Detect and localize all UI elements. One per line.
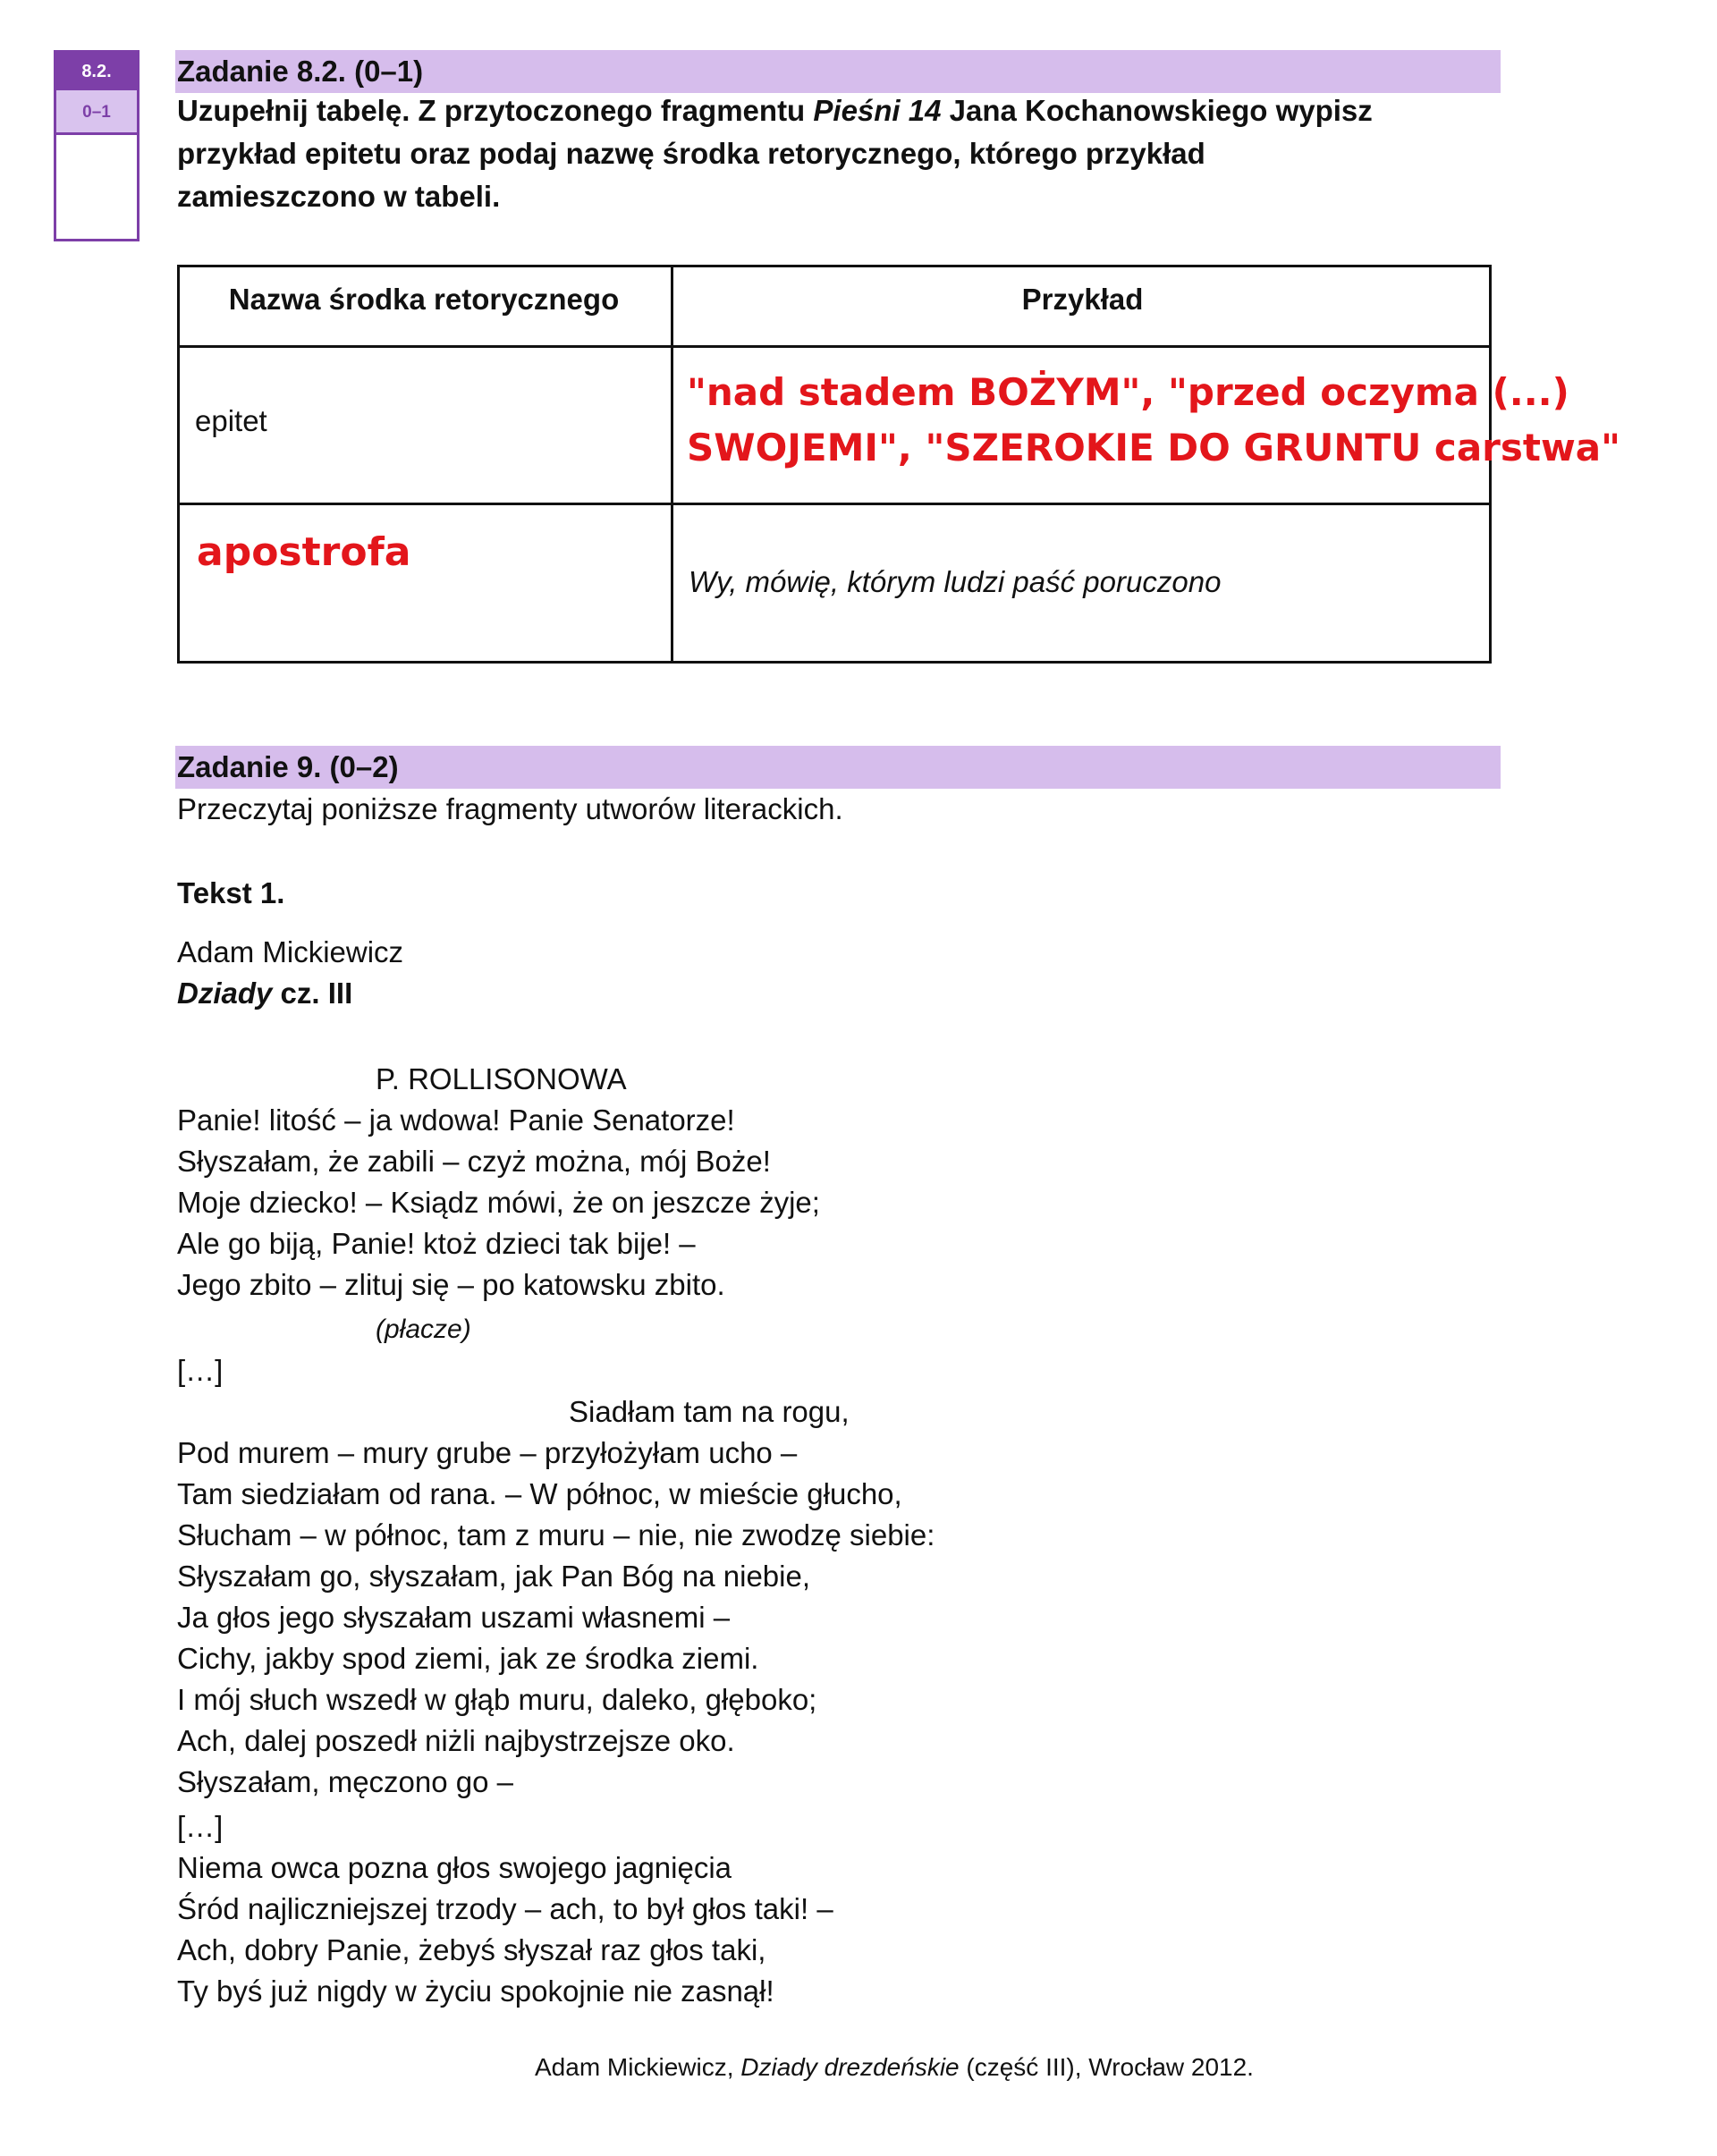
table-row-divider (177, 345, 1492, 348)
poem-line: Śród najliczniejszej trzody – ach, to był głos taki! – (177, 1892, 833, 1925)
poem-line: I mój słuch wszedł w głąb muru, daleko, głęboko; (177, 1683, 817, 1716)
table-row-divider (177, 503, 1492, 505)
source-rest: (część III), Wrocław 2012. (959, 2053, 1254, 2081)
stage-direction: (płacze) (376, 1315, 471, 1344)
work-title (177, 973, 352, 1014)
poem-line: Jego zbito – zlituj się – po katowsku zbito. (177, 1268, 725, 1301)
poem-line: Słyszałam, że zabili – czyż można, mój Boże! (177, 1145, 771, 1178)
handwritten-answer-epitet[interactable] (687, 365, 1620, 476)
poem-speaker: P. ROLLISONOWA (376, 1062, 627, 1095)
task-8-2-instruction (177, 89, 1518, 218)
poem-lines-b (177, 1433, 935, 1803)
instruction-part: Uzupełnij tabelę. Z przytoczonego fragmentu (177, 94, 814, 127)
table-header-example: Przykład (1021, 283, 1144, 316)
author: Adam Mickiewicz (177, 935, 404, 968)
source-title: Dziady drezdeńskie (740, 2053, 960, 2081)
poem-line: Słucham – w północ, tam z muru – nie, nie zwodzę siebie: (177, 1518, 935, 1551)
instruction-title: Pieśni 14 (813, 94, 942, 127)
instruction-line: zamieszczono w tabeli. (177, 180, 501, 213)
poem-line: Ty byś już nigdy w życiu spokojnie nie zasnął! (177, 1974, 774, 2008)
table-header-name: Nazwa środka retorycznego (228, 283, 620, 316)
poem-lines-c (177, 1847, 833, 2012)
score-range: 0–1 (56, 90, 137, 135)
instruction-part: Jana Kochanowskiego wypisz (941, 94, 1373, 127)
poem-line: Ach, dalej poszedł niżli najbystrzejsze oko. (177, 1724, 735, 1757)
task-9-header: Zadanie 9. (0–2) (175, 746, 1501, 789)
source-author: Adam Mickiewicz, (535, 2053, 741, 2081)
poem-line: Słyszałam, męczono go – (177, 1765, 514, 1798)
poem-line: Ach, dobry Panie, żebyś słyszał raz głos taki, (177, 1933, 766, 1966)
table-cell-epitet: epitet (195, 404, 267, 437)
instruction-line: przykład epitetu oraz podaj nazwę środka retorycznego, którego przykład (177, 137, 1205, 170)
source-citation (535, 2053, 1254, 2082)
poem-ellipsis: […] (177, 1810, 224, 1843)
text-label: Tekst 1. (177, 876, 285, 909)
task-9-intro: Przeczytaj poniższe fragmenty utworów literackich. (177, 792, 843, 825)
poem-line: Ja głos jego słyszałam uszami własnemi – (177, 1601, 731, 1634)
handwritten-answer-apostrofa[interactable]: apostrofa (197, 529, 411, 575)
poem-lines-a (177, 1100, 820, 1306)
table-cell-example-quote: Wy, mówię, którym ludzi paść poruczono (689, 565, 1222, 598)
task-8-2-header: Zadanie 8.2. (0–1) (175, 50, 1501, 93)
answer-line: SWOJEMI", "SZEROKIE DO GRUNTU carstwa" (687, 426, 1620, 469)
answer-line: "nad stadem BOŻYM", "przed oczyma (...) (687, 370, 1569, 414)
work-title-italic: Dziady (177, 977, 273, 1010)
poem-line: Cichy, jakby spod ziemi, jak ze środka ziemi. (177, 1642, 759, 1675)
poem-line: Słyszałam go, słyszałam, jak Pan Bóg na niebie, (177, 1560, 811, 1593)
poem-line: Moje dziecko! – Ksiądz mówi, że on jeszcze żyje; (177, 1186, 820, 1219)
score-box (54, 50, 140, 241)
poem-ellipsis: […] (177, 1354, 224, 1387)
poem-line: Ale go biją, Panie! ktoż dzieci tak bije! – (177, 1227, 696, 1260)
table-column-divider (671, 265, 673, 664)
work-part: cz. III (272, 977, 353, 1010)
poem-line: Pod murem – mury grube – przyłożyłam ucho – (177, 1436, 798, 1469)
poem-line: Panie! litość – ja wdowa! Panie Senatorze! (177, 1103, 735, 1137)
poem-line: Niema owca pozna głos swojego jagnięcia (177, 1851, 732, 1884)
poem-indented-line: Siadłam tam na rogu, (569, 1395, 850, 1428)
poem-line: Tam siedziałam od rana. – W północ, w mieście głucho, (177, 1477, 902, 1510)
score-number: 8.2. (56, 53, 137, 90)
